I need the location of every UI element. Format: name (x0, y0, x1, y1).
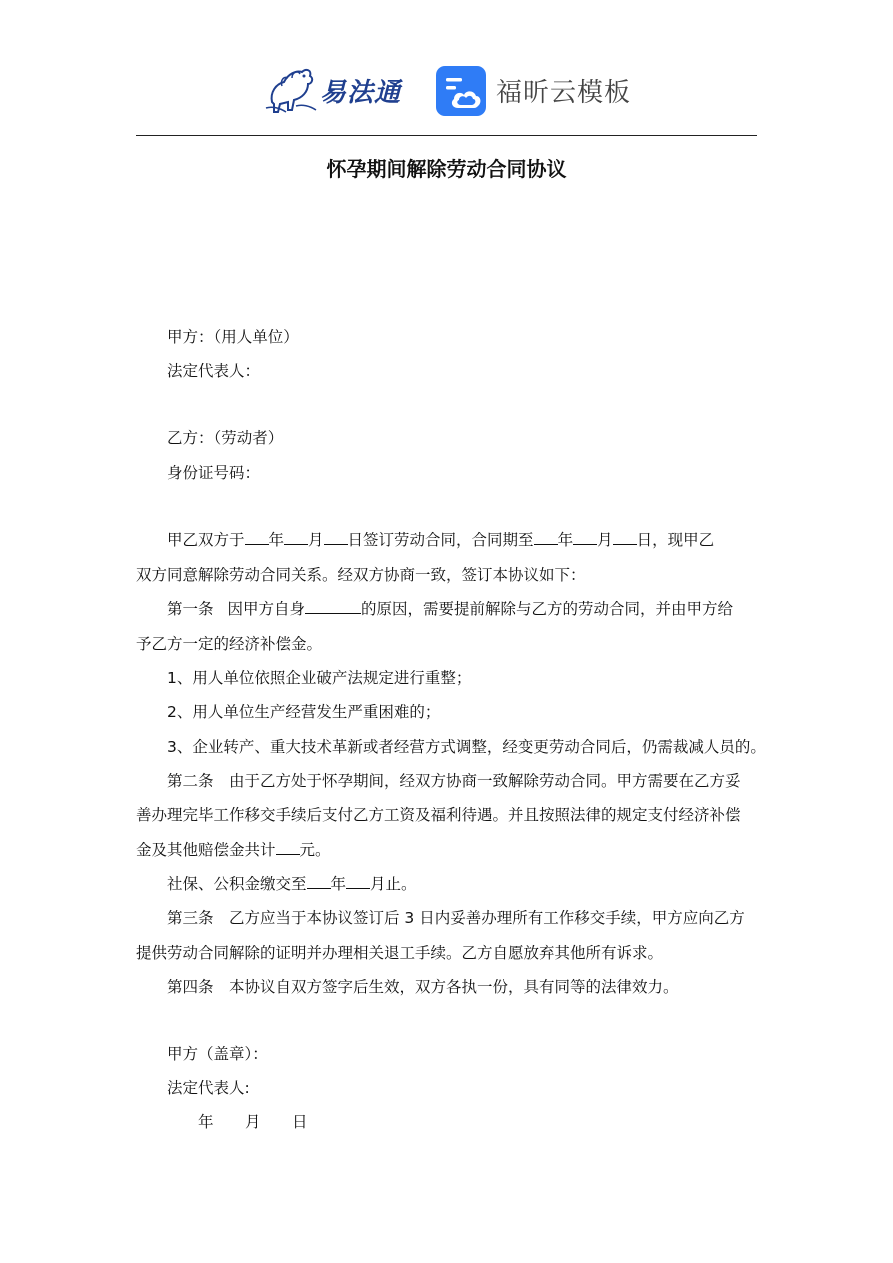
intro-month-1: 月 (308, 531, 324, 549)
article-1-text-b: 的原因，需要提前解除与乙方的劳动合同，并由甲方给 (361, 600, 734, 618)
blank-reason (305, 599, 361, 614)
article-2-text-b: 元。 (299, 841, 331, 859)
blank-ss-month (346, 874, 370, 889)
social-security-year: 年 (330, 875, 347, 893)
yifatong-logo (262, 62, 412, 116)
intro-text-b: 日签订劳动合同，合同期至 (347, 531, 534, 549)
article-1-line-1 (167, 599, 733, 619)
article-2-line-1: 第二条 由于乙方处于怀孕期间，经双方协商一致解除劳动合同。甲方需要在乙方妥 (167, 772, 741, 790)
signature-year: 年 (198, 1113, 214, 1131)
blank-compensation (276, 840, 300, 855)
yifatong-logo-text: 易法通 (320, 78, 402, 108)
reason-item-1: 1、用人单位依照企业破产法规定进行重整； (167, 669, 472, 687)
party-b-id-line: 身份证号码： (167, 464, 261, 482)
page-header (0, 58, 893, 122)
article-2-line-2: 善办理完毕工作移交手续后支付乙方工资及福利待遇。并且按照法律的规定支付经济补偿 (136, 806, 741, 824)
article-2-text-a: 金及其他赔偿金共计 (136, 841, 276, 859)
fuxin-cloud-icon (436, 66, 486, 116)
party-a-seal-line: 甲方（盖章）： (167, 1045, 268, 1063)
social-security-text-c: 月止。 (370, 875, 417, 893)
party-a-line: 甲方：（用人单位） (167, 328, 299, 346)
intro-line-1 (167, 530, 714, 550)
blank-month-1 (284, 530, 308, 545)
header-divider (136, 135, 757, 136)
fuxin-logo-text: 福昕云模板 (496, 78, 632, 108)
document-title: 怀孕期间解除劳动合同协议 (326, 157, 567, 181)
article-1-text-a: 因甲方自身 (227, 600, 306, 618)
signature-rep-line: 法定代表人: (167, 1079, 250, 1097)
article-4-line: 第四条 本协议自双方签字后生效，双方各执一份，具有同等的法律效力。 (167, 978, 679, 996)
qilin-icon (262, 62, 322, 116)
article-1-line-2: 予乙方一定的经济补偿金。 (136, 635, 323, 653)
intro-year-1: 年 (268, 531, 285, 549)
article-1-lead: 第一条 (167, 600, 214, 618)
intro-text-c: 日，现甲乙 (636, 531, 715, 549)
article-3-line-1: 第三条 乙方应当于本协议签订后 3 日内妥善办理所有工作移交手续，甲方应向乙方 (167, 909, 745, 927)
blank-day-1 (324, 530, 348, 545)
signature-day: 日 (292, 1113, 308, 1131)
intro-text-a: 甲乙双方于 (167, 531, 245, 549)
blank-ss-year (307, 874, 331, 889)
social-security-text-a: 社保、公积金缴交至 (167, 875, 307, 893)
social-security-line (167, 874, 417, 894)
intro-line-2: 双方同意解除劳动合同关系。经双方协商一致，签订本协议如下： (136, 566, 586, 584)
blank-day-2 (613, 530, 637, 545)
article-3-line-2: 提供劳动合同解除的证明并办理相关退工手续。乙方自愿放弃其他所有诉求。 (136, 944, 664, 962)
reason-item-2: 2、用人单位生产经营发生严重困难的； (167, 703, 441, 721)
article-2-line-3 (136, 840, 331, 860)
blank-year-1 (245, 530, 269, 545)
party-a-rep-line: 法定代表人： (167, 362, 261, 380)
blank-year-2 (534, 530, 558, 545)
party-b-line: 乙方：（劳动者） (167, 429, 284, 447)
signature-month: 月 (245, 1113, 261, 1131)
intro-year-2: 年 (557, 531, 574, 549)
intro-month-2: 月 (597, 531, 613, 549)
reason-item-3: 3、企业转产、重大技术革新或者经营方式调整，经变更劳动合同后，仍需裁减人员的。 (167, 738, 766, 756)
blank-month-2 (573, 530, 597, 545)
signature-date-line (198, 1112, 308, 1132)
